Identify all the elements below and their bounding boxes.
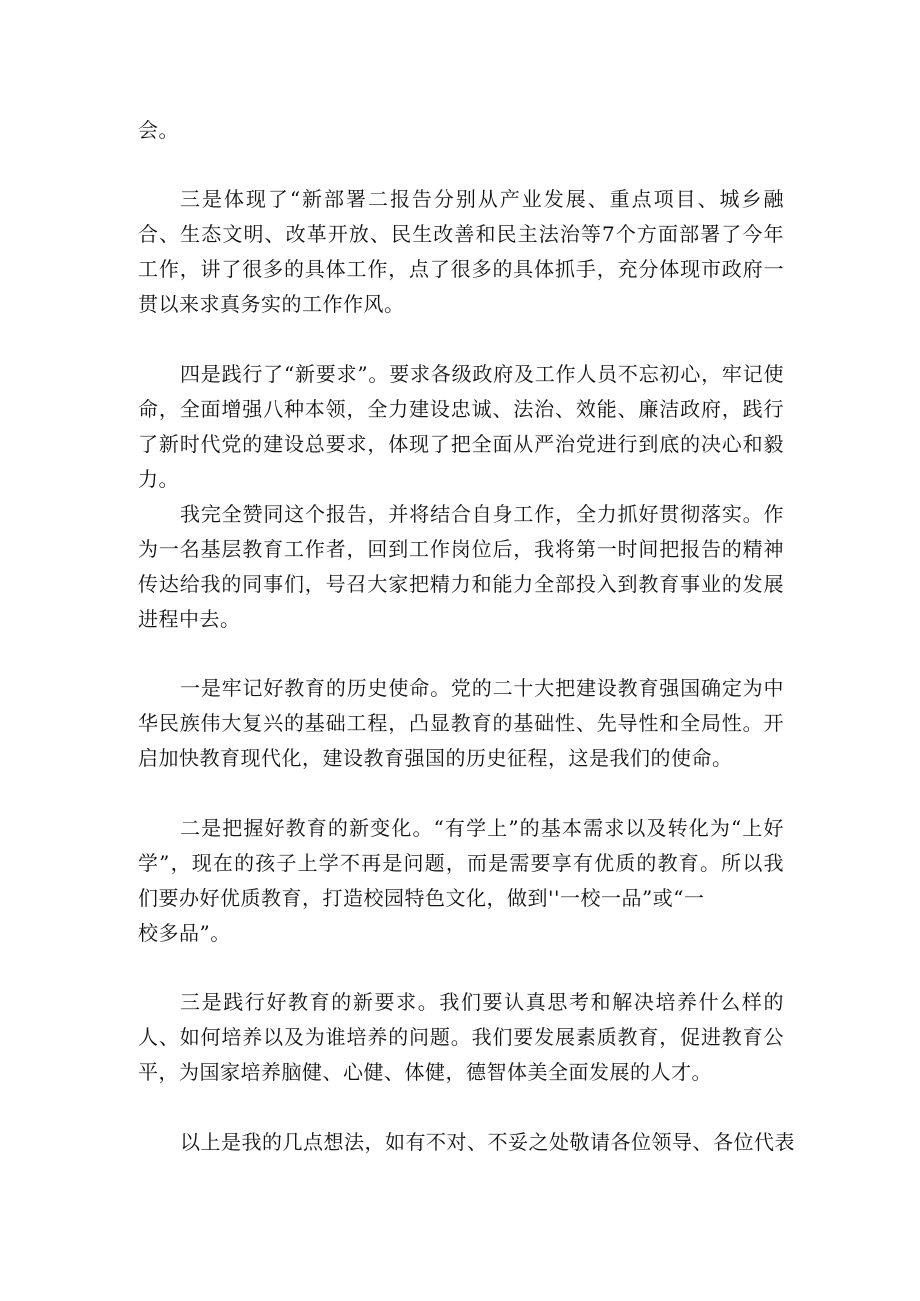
paragraph-education-changes: 二是把握好教育的新变化。“有学上”的基本需求以及转化为“上好学”，现在的孩子上学不再是问题，而是需要享有优质的教育。所以我们要办好优质教育，打造校园特色文化，做到''一校一品”或“一	[138, 816, 784, 910]
paragraph-education-mission: 一是牢记好教育的历史使命。党的二十大把建设教育强国确定为中华民族伟大复兴的基础工程，凸显教育的基础性、先导性和全局性。开启加快教育现代化，建设教育强国的历史征程，这是我们的使命。	[138, 676, 784, 770]
paragraph-continuation: 会。	[138, 118, 179, 142]
paragraph-full-support: 我完全赞同这个报告，并将结合自身工作，全力抓好贯彻落实。作为一名基层教育工作者，回到工作岗位后，我将第一时间把报告的精神传达给我的同事们，号召大家把精力和能力全部投入到教育事业的发展进程中去。	[138, 502, 784, 631]
paragraph-education-changes-end: 校多品”。	[138, 921, 231, 945]
paragraph-point-four-new-requirements: 四是践行了“新要求”。要求各级政府及工作人员不忘初心，牢记使命，全面增强八种本领，全力建设忠诚、法治、效能、廉洁政府，践行了新时代党的建设总要求，体现了把全面从严治党进行到底的决心和毅力。	[138, 362, 784, 491]
paragraph-closing: 以上是我的几点想法，如有不对、不妥之处敬请各位领导、各位代表	[180, 1130, 795, 1154]
paragraph-point-three-new-deployment: 三是体现了“新部署二报告分别从产业发展、重点项目、城乡融合、生态文明、改革开放、民生改善和民主法治等7个方面部署了今年工作，讲了很多的具体工作，点了很多的具体抓手，充分体现市政府一贯以来求真务实的工作作风。	[138, 187, 784, 316]
paragraph-education-requirements: 三是践行好教育的新要求。我们要认真思考和解决培养什么样的人、如何培养以及为谁培养的问题。我们要发展素质教育，促进教育公平，为国家培养脑健、心健、体健，德智体美全面发展的人才。	[138, 990, 784, 1084]
